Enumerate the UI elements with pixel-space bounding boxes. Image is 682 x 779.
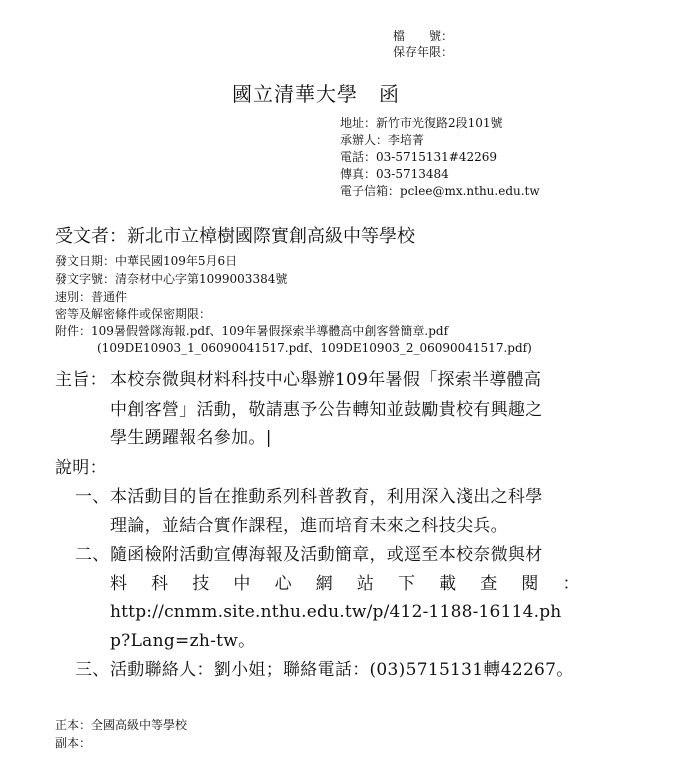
justified-char: 技 bbox=[192, 574, 210, 594]
justified-char: 中 bbox=[233, 574, 251, 594]
item-3-number: 三、 bbox=[75, 660, 110, 680]
justified-char: 網 bbox=[315, 574, 334, 594]
justified-char: 查 bbox=[480, 574, 498, 594]
item-1-line-1: 本活動目的旨在推動系列科普教育，利用深入淺出之科學 bbox=[110, 487, 543, 507]
justified-char: 載 bbox=[439, 574, 457, 594]
justified-char: ： bbox=[562, 574, 580, 594]
sender-fax: 傳真：03-5713484 bbox=[340, 167, 449, 181]
subject-line-1: 本校奈微與材料科技中心舉辦109年暑假「探索半導體高 bbox=[110, 370, 542, 390]
document-number: 發文字號：清奈材中心字第1099003384號 bbox=[55, 272, 288, 286]
justified-char: 科 bbox=[151, 574, 169, 594]
subject-line-2: 中創客營」活動，敬請惠予公告轉知並鼓勵貴校有興趣之 bbox=[110, 400, 543, 420]
original-recipient: 正本：全國高級中等學校 bbox=[55, 718, 188, 732]
subject-label: 主旨： bbox=[55, 370, 107, 390]
justified-char: 下 bbox=[397, 574, 416, 594]
file-number-label: 檔 號： bbox=[393, 29, 454, 43]
subject-line-3: 學生踴躍報名參加。| bbox=[110, 428, 272, 448]
recipient: 受文者：新北市立樟樹國際實創高級中等學校 bbox=[55, 226, 415, 247]
justified-char: 料 bbox=[110, 574, 128, 594]
delivery-speed: 速別：普通件 bbox=[55, 290, 128, 304]
copy-recipient: 副本： bbox=[55, 736, 92, 750]
item-1-line-2: 理論，並結合實作課程，進而培育未來之科技尖兵。 bbox=[110, 516, 508, 536]
item-2-line-1: 隨函檢附活動宣傳海報及活動簡章，或逕至本校奈微與材 bbox=[110, 545, 543, 565]
item-3-line-1: 活動聯絡人：劉小姐；聯絡電話：(03)5715131轉42267。 bbox=[110, 660, 574, 680]
explanation-label: 說明： bbox=[55, 458, 107, 478]
item-1-number: 一、 bbox=[75, 487, 110, 507]
secrecy-level: 密等及解密條件或保密期限： bbox=[55, 307, 212, 321]
justified-char: 站 bbox=[356, 574, 375, 594]
sender-contact: 承辦人：李培菁 bbox=[340, 133, 425, 147]
justified-char: 閱 bbox=[521, 574, 539, 594]
issue-date: 發文日期：中華民國109年5月6日 bbox=[55, 254, 238, 268]
sender-email: 電子信箱：pclee@mx.nthu.edu.tw bbox=[340, 184, 540, 198]
item-2-number: 二、 bbox=[75, 545, 110, 565]
item-2-line-2 bbox=[110, 574, 580, 594]
attachments-line-1: 附件：109暑假營隊海報.pdf、109年暑假探索半導體高中創客營簡章.pdf bbox=[55, 324, 449, 338]
page-title: 國立清華大學 函 bbox=[232, 82, 400, 106]
sender-phone: 電話：03-5715131#42269 bbox=[340, 150, 497, 164]
justified-char: 心 bbox=[274, 574, 292, 594]
attachments-line-2: (109DE10903_1_06090041517.pdf、109DE10903_2_06090041517.pdf) bbox=[97, 341, 532, 355]
item-2-url-line-2: p?Lang=zh-tw。 bbox=[110, 631, 256, 651]
retention-period-label: 保存年限： bbox=[393, 45, 454, 59]
item-2-url-line-1: http://cnmm.site.nthu.edu.tw/p/412-1188-16114.ph bbox=[110, 602, 562, 622]
sender-address: 地址：新竹市光復路2段101號 bbox=[340, 116, 503, 130]
